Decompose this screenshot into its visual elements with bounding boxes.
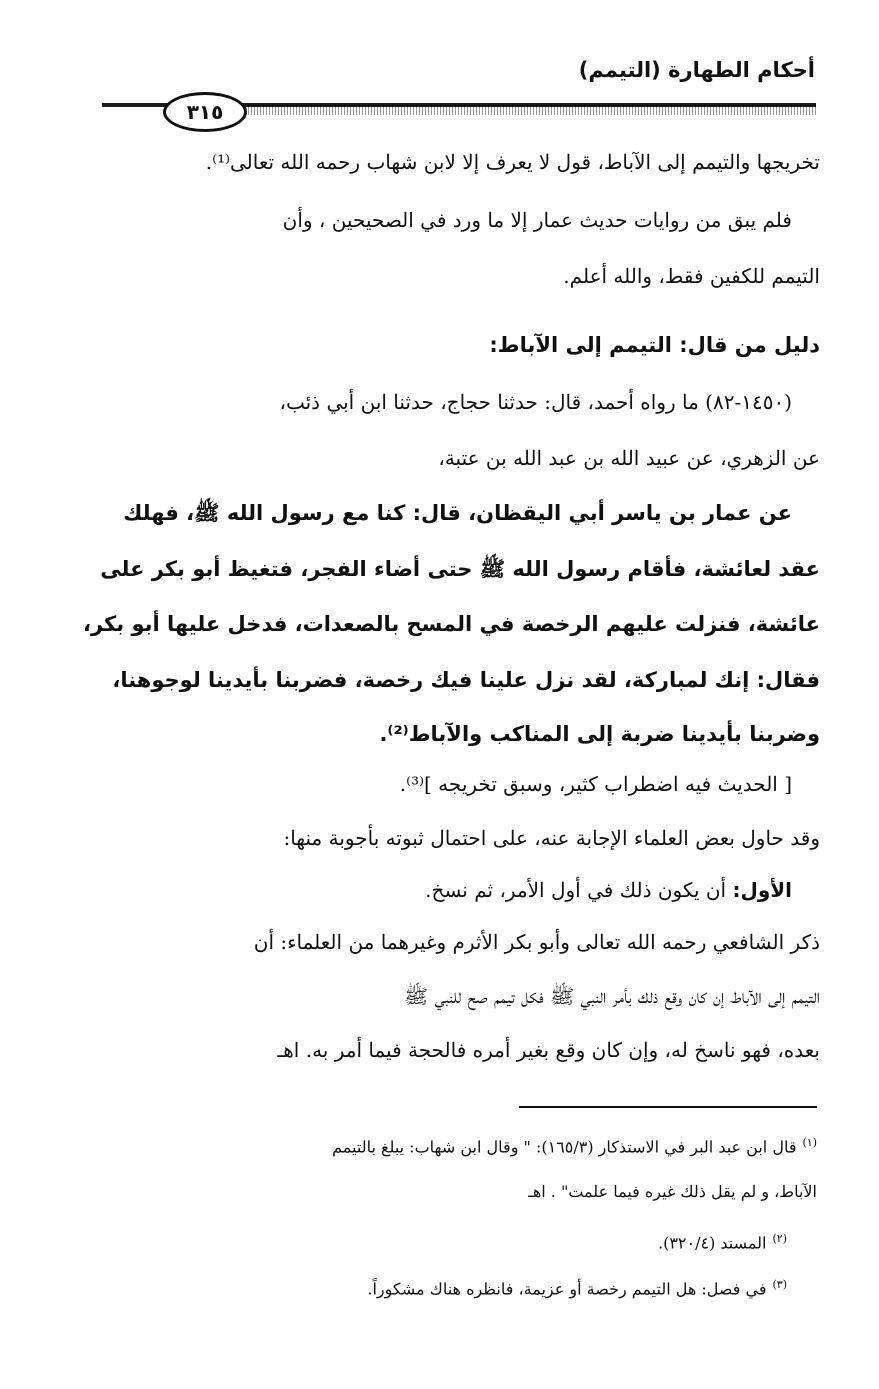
body-line: تخريجها والتيمم إلى الآباط، قول لا يعرف إلا لابن شهاب رحمه الله تعالى⁽¹⁾. [205,150,820,174]
hadith-line: عن عمار بن ياسر أبي اليقظان، قال: كنا مع رسول الله ﷺ، فهلك [123,501,792,525]
footnote-2 [67,1232,787,1252]
note-line: [ الحديث فيه اضطراب كثير، وسبق تخريجه ]⁽³⁾. [399,772,792,796]
running-title: أحكام الطهارة (التيمم) [578,58,815,82]
footnote-marker: (١) [802,1136,817,1149]
footnote-text: قال ابن عبد البر في الاستذكار (١٦٥/٣): " وقال ابن شهاب: يبلغ بالتيمم [332,1137,797,1157]
body-line: وقد حاول بعض العلماء الإجابة عنه، على احتمال ثبوته بأجوبة منها: [283,826,820,850]
first-answer-line [100,878,820,902]
section-heading: دليل من قال: التيمم إلى الآباط: [489,333,820,357]
body-line: ذكر الشافعي رحمه الله تعالى وأبو بكر الأثرم وغيرهما من العلماء: أن [253,930,820,954]
footnote-rule [519,1106,817,1108]
page-number: ٣١٥ [163,92,247,132]
first-answer-text: أن يكون ذلك في أول الأمر، ثم نسخ. [425,878,733,902]
hadith-line: فقال: إنك لمباركة، لقد نزل علينا فيك رخصة، فضربنا بأيدينا لوجوهنا، [112,668,820,692]
body-line: فلم يبق من روايات حديث عمار إلا ما ورد في الصحيحين ، وأن [282,208,792,232]
hadith-line: عائشة، فنزلت عليهم الرخصة في المسح بالصعدات، فدخل عليها أبو بكر، [83,612,820,636]
body-line: التيمم للكفين فقط، والله أعلم. [563,264,820,288]
body-line: (١٤٥٠-٨٢) ما رواه أحمد، قال: حدثنا حجاج، حدثنا ابن أبي ذئب، [279,390,792,414]
hadith-line: وضربنا بأيدينا ضربة إلى المناكب والآباط⁽²⁾. [379,722,820,746]
first-answer-lead: الأول: [732,878,792,902]
body-line: بعده، فهو ناسخ له، وإن كان وقع بغير أمره فالحجة فيما أمر به. اهـ [277,1038,820,1062]
hadith-line: عقد لعائشة، فأقام رسول الله ﷺ حتى أضاء الفجر، فتغيظ أبو بكر على [100,557,820,581]
footnote-1-cont [97,1182,817,1201]
footnote-3 [67,1278,787,1298]
body-line: عن الزهري، عن عبيد الله بن عبد الله بن عتبة، [438,446,820,470]
footnote-text: في فصل: هل التيمم رخصة أو عزيمة، فانظره هناك مشكوراً. [367,1279,767,1299]
footnote-1 [97,1136,817,1156]
footnote-text: المسند (٣٢٠/٤). [657,1233,767,1253]
body-line: التيمم إلى الآباط إن كان وقع ذلك بأمر النبي ﷺ فكل تيمم صح للنبي ﷺ [404,984,820,1008]
footnote-text: الآباط، و لم يقل ذلك غيره فيما علمت" . اهـ [528,1182,817,1201]
footnote-marker: (٢) [772,1232,787,1245]
footnote-marker: (٣) [772,1278,787,1291]
header-rule-hatch [242,107,816,115]
